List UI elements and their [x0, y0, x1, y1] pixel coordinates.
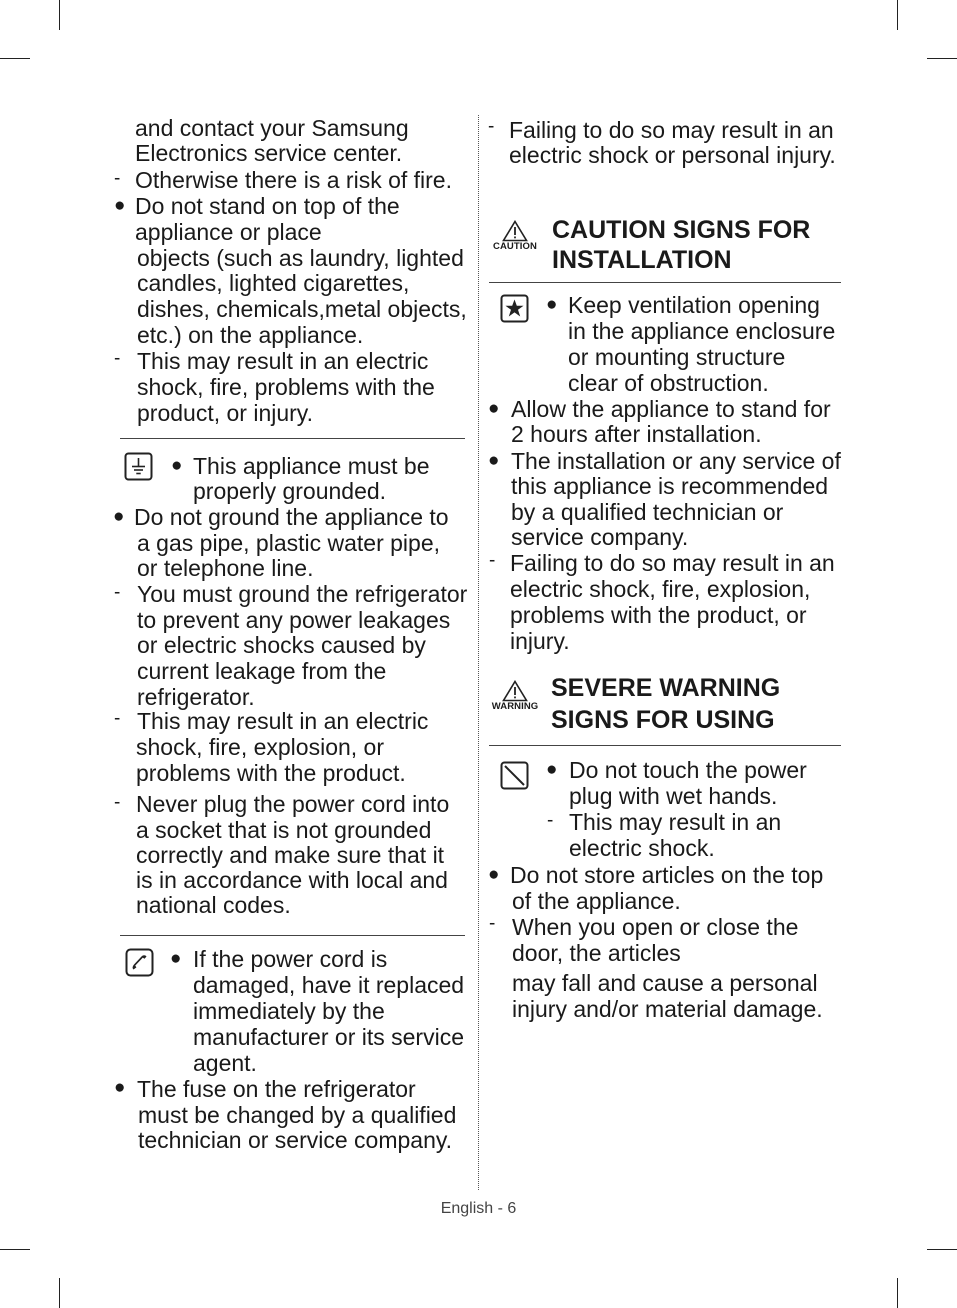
dash-item-shock: This may result in an electric — [137, 708, 429, 734]
crop-mark — [897, 1278, 898, 1308]
caution-label: CAUTION — [493, 241, 537, 252]
section-rule — [120, 438, 465, 439]
dash-item-shock: problems with the product. — [136, 760, 406, 786]
bullet-item-stand: candles, lighted cigarettes, — [137, 270, 410, 296]
crop-mark — [0, 1249, 30, 1250]
bullet-item-installation: by a qualified technician or — [511, 499, 784, 525]
crop-mark — [59, 1278, 60, 1308]
caution-triangle-icon — [502, 220, 528, 242]
bullet-item-stand-hours: 2 hours after installation. — [511, 421, 762, 447]
dash-item-touch: electric shock. — [569, 835, 715, 861]
bullet-marker: ● — [113, 506, 125, 527]
bullet-marker: ● — [488, 398, 500, 419]
dash-item-ground: current leakage from the — [137, 658, 387, 684]
section-rule — [489, 282, 841, 283]
bullet-item-installation: The installation or any service of — [511, 448, 841, 474]
caution-heading: INSTALLATION — [552, 246, 732, 274]
bullet-item-ventilation: or mounting structure — [568, 344, 786, 370]
continuation-open: injury and/or material damage. — [512, 996, 823, 1022]
bullet-marker: ● — [170, 948, 182, 969]
dash-item-fail: electric shock, fire, explosion, — [510, 576, 811, 602]
bullet-item-fuse: technician or service company. — [138, 1127, 453, 1153]
bullet-item-cord: If the power cord is — [193, 946, 388, 972]
dash-marker: - — [114, 792, 121, 813]
dash-item-fail: Failing to do so may result in an — [510, 550, 835, 576]
continuation-text: Electronics service center. — [135, 140, 403, 166]
dash-item-shock: shock, fire, explosion, or — [136, 734, 385, 760]
bullet-item-touch: Do not touch the power — [569, 757, 807, 783]
dash-marker: - — [488, 116, 495, 137]
bullet-marker: ● — [546, 294, 558, 315]
continuation-open: may fall and cause a personal — [512, 970, 818, 996]
dash-item-result: product, or injury. — [137, 400, 313, 426]
bullet-marker: ● — [488, 450, 500, 471]
bullet-item-ventilation: in the appliance enclosure — [568, 318, 836, 344]
bullet-item-store: Do not store articles on the top — [510, 862, 824, 888]
dash-item-plug: a socket that is not grounded — [136, 817, 432, 843]
star-icon — [500, 294, 529, 323]
crop-mark — [927, 1249, 957, 1250]
crop-mark — [0, 58, 30, 59]
dash-marker: - — [489, 913, 496, 934]
warning-heading: SEVERE WARNING — [551, 674, 781, 702]
prohibition-icon — [500, 761, 529, 790]
bullet-item-cord: damaged, have it replaced — [193, 972, 465, 998]
dash-item-open: door, the articles — [512, 940, 681, 966]
warning-heading: SIGNS FOR USING — [551, 706, 775, 734]
bullet-marker: ● — [488, 864, 500, 885]
phone-icon — [125, 948, 154, 977]
bullet-item-stand: appliance or place — [135, 219, 322, 245]
dash-item-ground: or electric shocks caused by — [137, 632, 426, 658]
bullet-item-stand-hours: Allow the appliance to stand for — [511, 396, 831, 422]
dash-marker: - — [114, 708, 121, 729]
dash-item-touch: This may result in an — [569, 809, 782, 835]
bullet-item-touch: plug with wet hands. — [569, 783, 778, 809]
bullet-item-stand: dishes, chemicals,metal objects, — [137, 296, 467, 322]
caution-heading: CAUTION SIGNS FOR — [552, 216, 811, 244]
column-divider — [478, 115, 479, 1190]
dash-item-plug: national codes. — [136, 892, 291, 918]
bullet-item-cord: immediately by the — [193, 998, 385, 1024]
crop-mark — [927, 58, 957, 59]
bullet-item-ventilation: Keep ventilation opening — [568, 292, 820, 318]
section-rule — [120, 935, 465, 936]
bullet-item-stand: Do not stand on top of the — [135, 193, 400, 219]
bullet-marker: ● — [546, 759, 558, 780]
bullet-item-store: of the appliance. — [512, 888, 681, 914]
bullet-item-ventilation: clear of obstruction. — [568, 370, 769, 396]
dash-item-ground: to prevent any power leakages — [137, 607, 451, 633]
dash-item-open: When you open or close the — [512, 914, 799, 940]
bullet-item-gas: or telephone line. — [137, 555, 314, 581]
continuation-text: and contact your Samsung — [135, 115, 409, 141]
warning-sign — [490, 680, 540, 712]
bullet-marker: ● — [114, 195, 126, 216]
dash-item-result: shock, fire, problems with the — [137, 374, 435, 400]
bullet-item-installation: this appliance is recommended — [511, 473, 829, 499]
crop-mark — [59, 0, 60, 30]
dash-item-plug: is in accordance with local and — [136, 867, 448, 893]
dash-item-ground: You must ground the refrigerator — [137, 581, 468, 607]
page-number: English - 6 — [440, 1200, 517, 1217]
dash-item-failing: Failing to do so may result in an — [509, 117, 834, 143]
dash-item-plug: correctly and make sure that it — [136, 842, 445, 868]
bullet-item-cord: manufacturer or its service — [193, 1024, 464, 1050]
bullet-marker: ● — [114, 1077, 126, 1098]
bullet-item-gas: a gas pipe, plastic water pipe, — [137, 530, 441, 556]
crop-mark — [897, 0, 898, 30]
bullet-item-fuse: The fuse on the refrigerator — [137, 1076, 416, 1102]
dash-item-fail: problems with the product, or — [510, 602, 807, 628]
warning-label: WARNING — [491, 701, 539, 712]
dash-marker: - — [114, 168, 121, 189]
dash-item-ground: refrigerator. — [137, 684, 255, 710]
dash-marker: - — [547, 810, 554, 831]
dash-item-plug: Never plug the power cord into — [136, 791, 450, 817]
dash-marker: - — [114, 348, 121, 369]
bullet-marker: ● — [171, 455, 183, 476]
bullet-item-stand: objects (such as laundry, lighted — [137, 245, 464, 271]
bullet-item-cord: agent. — [193, 1050, 257, 1076]
warning-triangle-icon — [502, 680, 528, 702]
bullet-item-grounded: properly grounded. — [193, 478, 387, 504]
dash-item-failing: electric shock or personal injury. — [509, 142, 836, 168]
ground-icon — [124, 452, 153, 481]
bullet-item-gas: Do not ground the appliance to — [134, 504, 449, 530]
dash-item-fail: injury. — [510, 628, 570, 654]
section-rule — [489, 745, 841, 746]
bullet-item-fuse: must be changed by a qualified — [138, 1102, 457, 1128]
dash-marker: - — [114, 582, 121, 603]
dash-marker: - — [489, 550, 496, 571]
bullet-item-stand: etc.) on the appliance. — [137, 322, 364, 348]
caution-sign — [490, 220, 540, 252]
dash-item-fire: Otherwise there is a risk of fire. — [135, 167, 452, 193]
bullet-item-grounded: This appliance must be — [193, 453, 430, 479]
dash-item-result: This may result in an electric — [137, 348, 429, 374]
bullet-item-installation: service company. — [511, 524, 689, 550]
